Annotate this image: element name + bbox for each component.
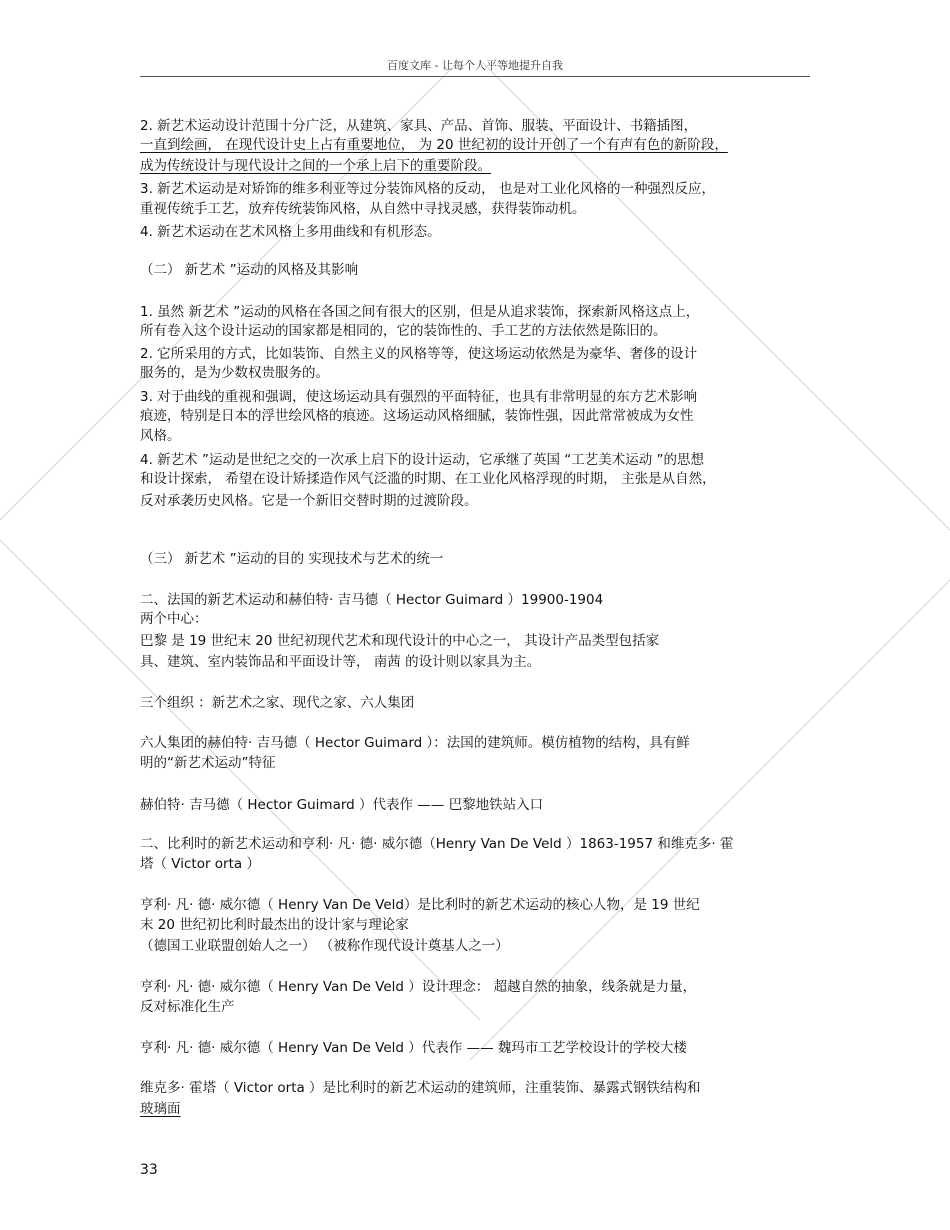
paragraph-2-line-1: 2. 新艺术运动设计范围十分广泛，从建筑、家具、产品、首饰、服装、平面设计、书籍插图， <box>140 118 698 134</box>
france-section-title: 二、法国的新艺术运动和赫伯特· 吉马德（ Hector Guimard ）19900-1904 <box>140 592 604 608</box>
france-six-group-line-1: 六人集团的赫伯特· 吉马德（ Hector Guimard ）：法国的建筑师。模仿植物的结构，具有鲜 <box>140 735 690 751</box>
page-header: 百度文库 - 让每个人平等地提升自我 <box>387 59 563 72</box>
france-centers-line-1: 巴黎 是 19 世纪末 20 世纪初现代艺术和现代设计的中心之一， 其设计产品类型包括家 <box>140 633 660 649</box>
s2-item-2-line-1: 2. 它所采用的方式，比如装饰、自然主义的风格等等，使这场运动依然是为豪华、奢侈的设计 <box>140 346 698 362</box>
van-de-velde-intro-line-1: 亨利· 凡· 德· 威尔德（ Henry Van De Veld）是比利时的新艺术运动的核心人物，是 19 世纪 <box>140 897 700 913</box>
belgium-section-title-line-2: 塔（ Victor orta ） <box>140 856 260 872</box>
van-de-velde-representative-work: 亨利· 凡· 德· 威尔德（ Henry Van De Veld ）代表作 —— 魏玛市工艺学校设计的学校大楼 <box>140 1040 687 1056</box>
s2-item-3-line-1: 3. 对于曲线的重视和强调，使这场运动具有强烈的平面特征，也具有非常明显的东方艺术影响 <box>140 389 698 405</box>
paragraph-3-line-2: 重视传统手工艺，放弃传统装饰风格，从自然中寻找灵感，获得装饰动机。 <box>140 201 586 217</box>
paragraph-2-line-3: 成为传统设计与现代设计之间的一个承上启下的重要阶段。 <box>140 158 491 174</box>
s2-item-3-line-3: 风格。 <box>140 428 181 444</box>
s2-item-2-line-2: 服务的，是为少数权贵服务的。 <box>140 365 329 381</box>
van-de-velde-concept-line-1: 亨利· 凡· 德· 威尔德（ Henry Van De Veld ）设计理念： 超越自然的抽象，线条就是力量， <box>140 979 697 995</box>
france-three-organizations: 三个组织 ：新艺术之家、现代之家、六人集团 <box>140 695 415 711</box>
section-3-title: （三） 新艺术 ”运动的目的 实现技术与艺术的统一 <box>140 551 444 567</box>
section-2-title: （二） 新艺术 ”运动的风格及其影响 <box>140 262 359 278</box>
s2-item-4-line-3: 反对承袭历史风格。它是一个新旧交替时期的过渡阶段。 <box>140 493 478 509</box>
s2-item-4-line-2: 和设计探索， 希望在设计矫揉造作风气泛滥的时期、在工业化风格浮现的时期， 主张是从自然， <box>140 471 716 487</box>
page-number: 33 <box>140 1162 158 1178</box>
horta-line-1: 维克多· 霍塔（ Victor orta ）是比利时的新艺术运动的建筑师，注重装饰、暴露式钢铁结构和 <box>140 1080 701 1096</box>
paragraph-4: 4. 新艺术运动在艺术风格上多用曲线和有机形态。 <box>140 224 441 240</box>
france-two-centers: 两个中心： <box>140 611 208 627</box>
guimard-representative-work: 赫伯特· 吉马德（ Hector Guimard ）代表作 —— 巴黎地铁站入口 <box>140 797 544 813</box>
van-de-velde-intro-line-2: 末 20 世纪初比利时最杰出的设计家与理论家 <box>140 917 409 933</box>
s2-item-1-line-2: 所有卷入这个设计运动的国家都是相同的，它的装饰性的、手工艺的方法依然是陈旧的。 <box>140 323 667 339</box>
france-centers-line-2: 具、建筑、室内装饰品和平面设计等， 南茜 的设计则以家具为主。 <box>140 654 541 670</box>
s2-item-1-line-1: 1. 虽然 新艺术 ”运动的风格在各国之间有很大的区别，但是从追求装饰，探索新风格这点上， <box>140 304 700 320</box>
s2-item-3-line-2: 痕迹，特别是日本的浮世绘风格的痕迹。这场运动风格细腻，装饰性强，因此常常被成为女性 <box>140 408 694 424</box>
belgium-section-title-line-1: 二、比利时的新艺术运动和亨利· 凡· 德· 威尔德（Henry Van De Veld ）1863-1957 和维克多· 霍 <box>140 836 734 852</box>
france-six-group-line-2: 明的“新艺术运动”特征 <box>140 755 276 771</box>
horta-line-2: 玻璃面 <box>140 1101 181 1117</box>
paragraph-3-line-1: 3. 新艺术运动是对矫饰的维多利亚等过分装饰风格的反动， 也是对工业化风格的一种强烈反应， <box>140 181 715 197</box>
van-de-velde-concept-line-2: 反对标准化生产 <box>140 999 235 1015</box>
s2-item-4-line-1: 4. 新艺术 ”运动是世纪之交的一次承上启下的设计运动，它承继了英国 “工艺美术运动 ”的思想 <box>140 452 705 468</box>
paragraph-2-line-2: 一直到绘画， 在现代设计史上占有重要地位， 为 20 世纪初的设计开创了一个有声有色的新阶段， <box>140 137 728 153</box>
van-de-velde-intro-line-3: （德国工业联盟创始人之一） （被称作现代设计奠基人之一） <box>140 938 509 954</box>
header-divider <box>140 76 810 77</box>
